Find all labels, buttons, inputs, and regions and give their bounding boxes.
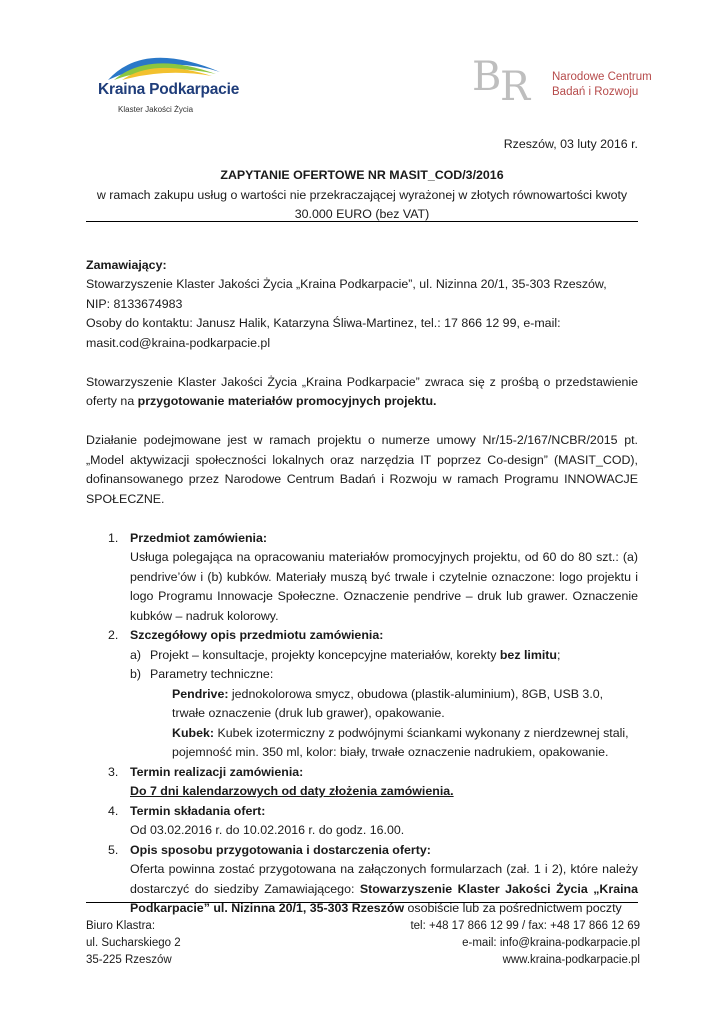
subitem-text: Projekt – konsultacje, projekty koncepcyjne materiałów, korekty (150, 647, 500, 662)
request-bold: przygotowanie materiałów promocyjnych projektu. (137, 394, 437, 408)
param-label: Kubek: (172, 725, 214, 740)
footer-contact (410, 918, 640, 969)
subitem-text: Parametry techniczne: (150, 667, 274, 681)
svg-text:B: B (472, 54, 502, 100)
param-text: jednokolorowa smycz, obudowa (plastik-aluminium), 8GB, USB 3.0, trwałe oznaczenie (druk lub grawer), opakowanie. (172, 686, 604, 720)
param-label: Pendrive: (172, 686, 229, 701)
request-text: Stowarzyszenie Klaster Jakości Życia „Kraina Podkarpacie” zwraca się z prośbą o przedstawienie oferty na (86, 374, 638, 408)
subitem-bold: bez limitu (499, 647, 557, 662)
item-number: 5. (108, 842, 119, 857)
list-item (86, 802, 638, 841)
logo-tagline: Klaster Jakości Życia (118, 105, 194, 114)
document-date: Rzeszów, 03 luty 2016 r. (503, 137, 638, 151)
param-kubek (130, 724, 638, 763)
title-subtitle-1: w ramach zakupu usług o wartości nie przekraczającej wyrażonej w złotych równowartości kwoty (96, 187, 628, 202)
footer-divider (86, 902, 638, 903)
ncbr-line1: Narodowe Centrum (552, 71, 652, 83)
list-item (86, 841, 638, 919)
item-text: Od 03.02.2016 r. do 10.02.2016 r. do godz. 16.00. (130, 823, 405, 837)
subitem-a (130, 646, 638, 666)
item-number: 4. (108, 803, 119, 818)
footer-city: 35-225 Rzeszów (86, 954, 172, 966)
item-title: Przedmiot zamówienia: (130, 530, 268, 545)
param-text: Kubek izotermiczny z podwójnymi ściankami wykonany z nierdzewnej stali, pojemność min. 350 ml, kolor: biały, trwałe oznaczenie nadrukiem, opakowanie. (172, 725, 629, 759)
ordering-email[interactable]: masit.cod@kraina-podkarpacie.pl (86, 335, 271, 350)
ncbr-logo (470, 52, 650, 112)
svg-text:R: R (500, 64, 531, 108)
requirements-list (86, 529, 638, 919)
subitem-label: a) (130, 647, 142, 662)
footer-office-label: Biuro Klastra: (86, 920, 156, 932)
footer-street: ul. Sucharskiego 2 (86, 937, 181, 949)
project-paragraph: Działanie podejmowane jest w ramach projektu o numerze umowy Nr/15-2/167/NCBR/2015 pt. „Model aktywizacji społeczności lokalnych oraz narzędzia IT poprzez Co-design” (MASIT_COD), dofinansowanego przez Narodowe Centrum Badań i Rozwoju w ramach Programu INNOWACJE SPOŁECZNE. (86, 433, 638, 506)
ordering-address: Stowarzyszenie Klaster Jakości Życia „Kraina Podkarpacie”, ul. Nizinna 20/1, 35-303 Rzeszów, (86, 277, 607, 291)
ordering-label: Zamawiający: (86, 257, 167, 272)
item-text (130, 860, 638, 919)
item-title: Termin składania ofert: (130, 803, 266, 818)
document-body (86, 236, 638, 919)
footer-website[interactable]: www.kraina-podkarpacie.pl (502, 954, 640, 966)
logo-title: Kraina Podkarpacie (98, 81, 240, 98)
subitem-b (130, 665, 638, 685)
item-title: Szczegółowy opis przedmiotu zamówienia: (130, 628, 384, 642)
item-title: Opis sposobu przygotowania i dostarczenia oferty: (130, 842, 431, 857)
item-number: 2. (108, 628, 119, 642)
rainbow-hills-icon (104, 44, 224, 82)
list-item (86, 763, 638, 802)
title-subtitle-2: 30.000 EURO (bez VAT) (294, 207, 430, 221)
footer-email[interactable]: e-mail: info@kraina-podkarpacie.pl (462, 937, 640, 949)
list-item (86, 529, 638, 627)
ordering-nip: NIP: 8133674983 (86, 296, 183, 311)
item-number: 1. (108, 530, 119, 545)
item-text: Do 7 dni kalendarzowych od daty złożenia zamówienia. (130, 784, 454, 798)
request-paragraph (86, 373, 638, 412)
kraina-podkarpacie-logo (94, 44, 240, 122)
subitem-end: ; (557, 647, 561, 662)
br-monogram-icon (470, 52, 550, 108)
param-pendrive (130, 685, 638, 724)
title-divider (86, 221, 638, 222)
ncbr-name (552, 70, 652, 100)
item-text-bold: Stowarzyszenie Klaster Jakości Życia „Kraina Podkarpacie” ul. Nizinna 20/1, 35-303 Rzeszów (130, 881, 638, 915)
ncbr-line2: Badań i Rozwoju (552, 86, 639, 98)
ordering-contact: Osoby do kontaktu: Janusz Halik, Katarzyna Śliwa-Martinez, tel.: 17 866 12 99, e-mail: (86, 316, 561, 330)
item-text-2: osobiście lub za pośrednictwem poczty (404, 901, 622, 915)
document-title: ZAPYTANIE OFERTOWE NR MASIT_COD/3/2016 (220, 168, 504, 182)
item-text: Usługa polegająca na opracowaniu materiałów promocyjnych projektu, od 60 do 80 szt.: (a) pendrive’ów i (b) kubków. Materiały muszą być trwale i czytelnie oznaczone: logo projektu i logo Programu Innowacje Społeczne. Oznaczenie pendrive – druk lub grawer. Oznaczenie kubków – nadruk kolorowy. (130, 550, 638, 623)
subitem-label: b) (130, 667, 142, 681)
item-text-1: Oferta powinna zostać przygotowana na załączonych formularzach (zał. 1 i 2), które należy dostarczyć do siedziby Zamawiającego: (130, 862, 638, 896)
footer-address (86, 918, 181, 969)
footer-phone: tel: +48 17 866 12 99 / fax: +48 17 866 12 69 (410, 920, 640, 932)
item-number: 3. (108, 764, 119, 779)
title-block (86, 166, 638, 225)
item-title: Termin realizacji zamówienia: (130, 764, 304, 779)
list-item (86, 626, 638, 763)
